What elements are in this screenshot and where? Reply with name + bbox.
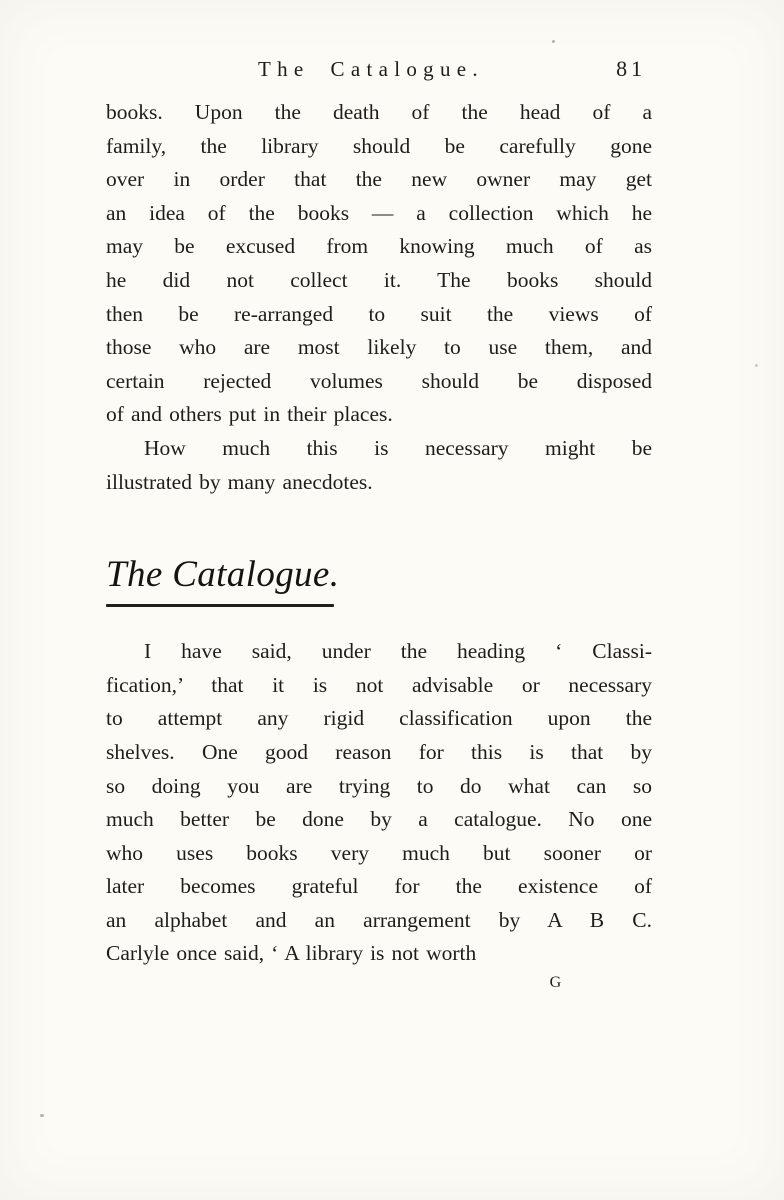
text-line: Carlyle once said, ‘ A library is not worth — [106, 941, 477, 966]
page-number: 81 — [616, 56, 646, 81]
text-line: illustrated by many anecdotes. — [106, 469, 373, 494]
text-line: he did not collect it. The books should — [106, 267, 652, 292]
text-line: books. Upon the death of the head of a — [106, 100, 652, 124]
text-line: then be re-arranged to suit the views of — [106, 301, 652, 326]
text-line: later becomes grateful for the existence of — [106, 874, 652, 899]
text-line: to attempt any rigid classification upon the — [106, 706, 652, 731]
text-line: over in order that the new owner may get — [106, 167, 652, 192]
text-line: those who are most likely to use them, and — [106, 335, 652, 360]
running-header — [106, 56, 652, 82]
text-line: much better be done by a catalogue. No one — [106, 807, 652, 832]
text-line: of and others put in their places. — [106, 402, 393, 427]
text-block — [106, 56, 652, 992]
text-line: an alphabet and an arrangement by A B C. — [106, 907, 652, 932]
heading-underline-rule — [106, 604, 334, 607]
paragraph-anecdotes — [106, 432, 652, 499]
text-line: who uses books very much but sooner or — [106, 840, 652, 865]
running-header-title: The Catalogue. — [258, 57, 484, 81]
text-line: may be excused from knowing much of as — [106, 234, 652, 259]
text-line: certain rejected volumes should be disposed — [106, 368, 652, 393]
scan-speck — [552, 40, 555, 43]
text-line: fication,’ that it is not advisable or necessary — [106, 672, 652, 697]
scan-speck — [755, 364, 758, 367]
text-line: How much this is necessary might be — [144, 435, 652, 460]
text-line: family, the library should be carefully gone — [106, 133, 652, 158]
paragraph-continuation — [106, 96, 652, 432]
text-line: I have said, under the heading ‘ Classi- — [144, 639, 652, 664]
text-line: an idea of the books — a collection which he — [106, 200, 652, 225]
section-heading: The Catalogue. — [106, 554, 340, 596]
text-line: so doing you are trying to do what can so — [106, 773, 652, 798]
printer-signature-mark: G — [549, 974, 562, 992]
text-line: shelves. One good reason for this is that by — [106, 739, 652, 764]
paragraph-catalogue-intro — [106, 635, 652, 971]
scan-speck — [40, 1114, 44, 1117]
